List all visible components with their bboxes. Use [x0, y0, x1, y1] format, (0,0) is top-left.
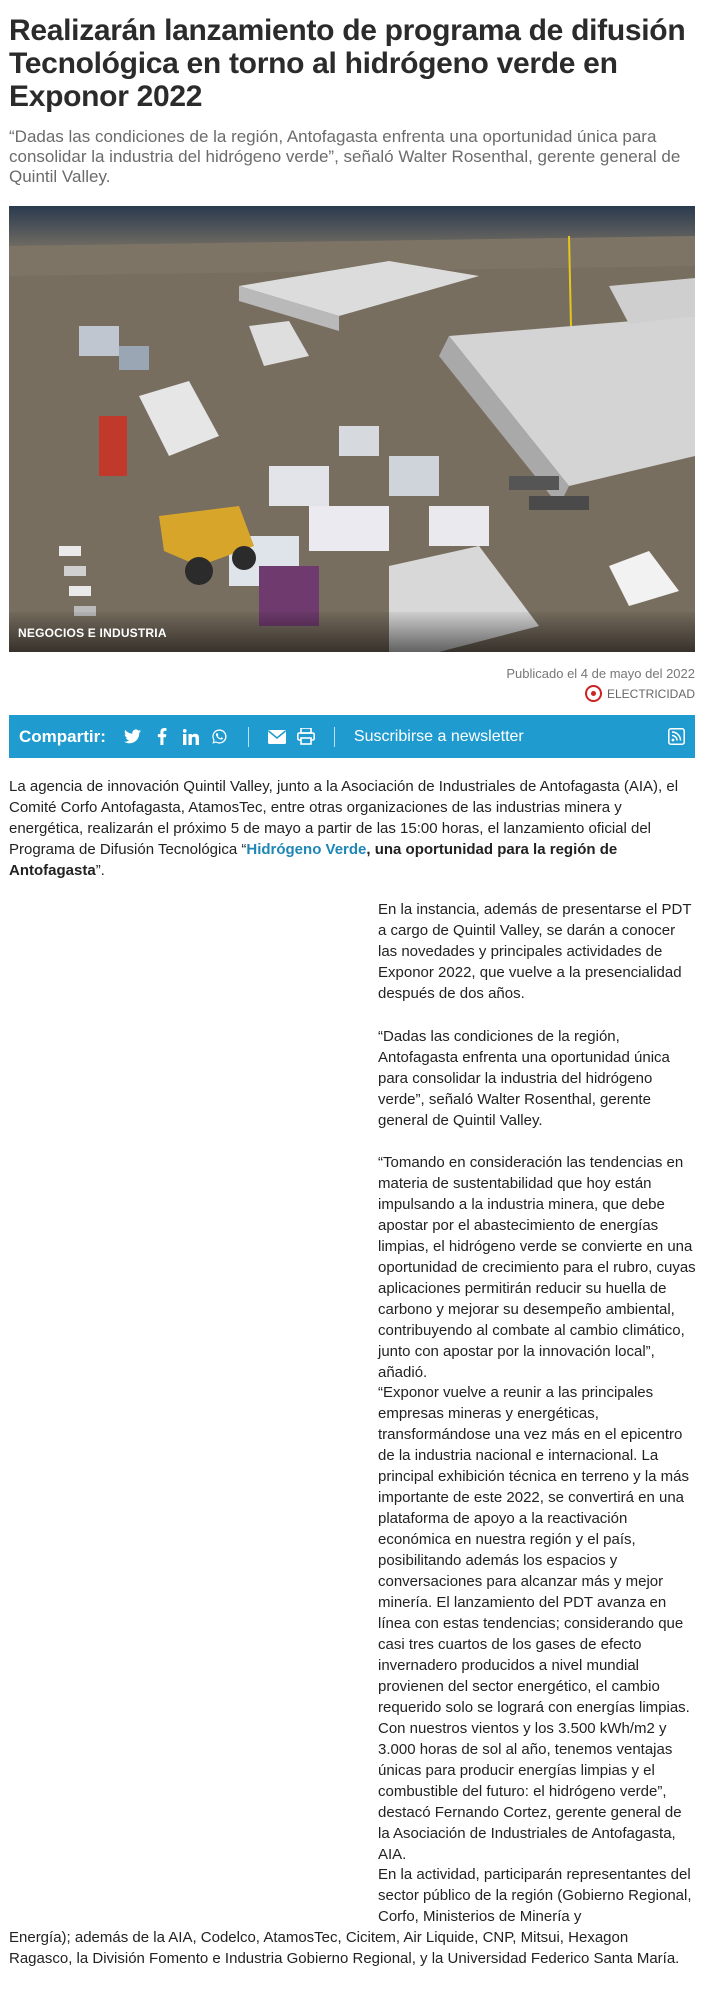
paragraph-2: “Dadas las condiciones de la región, Antofagasta enfrenta una oportunidad única para consolidar la industria del hidrógeno verde”, señaló Walter Rosenthal, gerente general de Quintil Valley.	[378, 1028, 670, 1129]
share-divider	[334, 727, 335, 747]
share-icons	[124, 727, 524, 747]
whatsapp-icon[interactable]	[211, 728, 229, 746]
paragraph-1: En la instancia, además de presentarse el PDT a cargo de Quintil Valley, se darán a conocer las novedades y principales actividades de Exponor 2022, que vuelve a la presencialidad después de dos años.	[378, 901, 692, 1002]
share-label: Compartir:	[19, 726, 106, 746]
rss-icon[interactable]	[668, 728, 685, 745]
linkedin-icon[interactable]	[182, 728, 200, 746]
paragraph-4: “Exponor vuelve a reunir a las principales empresas mineras y energéticas, transformándose una vez más en el epicentro de la industria nacional e internacional. La principal exhibición técnica en terreno y la más importante de este 2022, se convertirá en una plataforma de apoyo a la reactivación económica en nuestra región y el país, posibilitando además los espacios y conversaciones para alcanzar más y mejor minería. El lanzamiento del PDT avanza en línea con estas tendencias; considerando que casi tres cuartos de los gases de efecto invernadero producidos a nivel mundial provienen del sector energético, el cambio requerido solo se logrará con energías limpias. Con nuestros vientos y los 3.500 kWh/m2 y 3.000 horas de sol al año, tenemos ventajas únicas para producir energías limpias y el combustible del futuro: el hidrógeno verde”, destacó Fernando Cortez, gerente general de la Asociación de Industriales de Antofagasta, AIA.	[378, 1384, 690, 1863]
share-divider	[248, 727, 249, 747]
share-bar	[9, 715, 695, 758]
paragraph-3: “Tomando en consideración las tendencias en materia de sustentabilidad que hoy están impulsando a la industria minera, que debe apostar por el abastecimiento de energías limpias, el hidrógeno verde se convierte en una oportunidad de crecimiento para el rubro, cuyas aplicaciones permitirán reducir su huella de carbono y mejorar su desempeño ambiental, contribuyendo al combate al cambio climático, junto con apostar por la innovación local”, añadió.	[378, 1154, 696, 1381]
category-label[interactable]: ELECTRICIDAD	[606, 686, 695, 701]
email-icon[interactable]	[268, 728, 286, 746]
category-icon	[585, 685, 602, 702]
intro-paragraph	[9, 776, 695, 881]
article-hero-image	[9, 206, 695, 652]
image-caption-overlay	[9, 612, 695, 652]
print-icon[interactable]	[297, 728, 315, 746]
intro-text: La agencia de innovación Quintil Valley, junto a la Asociación de Industriales de Antofagasta (AIA), el Comité Corfo Antofagasta, AtamosTec, entre otras organizaciones de las industrias minera y energética, realizarán el próximo 5 de mayo a partir de las 15:00 horas, el lanzamiento oficial del Programa de Difusión Tecnológica “	[9, 778, 679, 858]
intro-bold-text: , una oportunidad para la región de Antofagasta	[9, 841, 618, 879]
paragraph-5: En la actividad, participarán representantes del sector público de la región (Gobierno Regional, Corfo, Ministerios de Minería y	[378, 1866, 692, 1925]
intro-text-end: ”.	[95, 862, 105, 879]
image-caption[interactable]: NEGOCIOS E INDUSTRIA	[18, 626, 167, 640]
article-title: Realizarán lanzamiento de programa de difusión Tecnológica en torno al hidrógeno verde en Exponor 2022	[9, 14, 686, 113]
paragraph-5-continued: Energía); además de la AIA, Codelco, AtamosTec, Cicitem, Air Liquide, CNP, Mitsui, Hexagon Ragasco, la División Fomento e Industria Gobierno Regional, y la Universidad Federico Santa María.	[9, 1929, 680, 1967]
facebook-icon[interactable]	[153, 728, 171, 746]
aerial-expo-photo	[9, 206, 695, 652]
hidrogeno-verde-link[interactable]: Hidrógeno Verde	[246, 841, 367, 858]
publish-date: Publicado el 4 de mayo del 2022	[506, 666, 695, 681]
category-tag[interactable]	[585, 685, 695, 702]
article-subtitle: “Dadas las condiciones de la región, Antofagasta enfrenta una oportunidad única para consolidar la industria del hidrógeno verde”, señaló Walter Rosenthal, gerente general de Quintil Valley.	[9, 127, 681, 186]
twitter-icon[interactable]	[124, 728, 142, 746]
newsletter-link[interactable]: Suscribirse a newsletter	[353, 727, 524, 745]
